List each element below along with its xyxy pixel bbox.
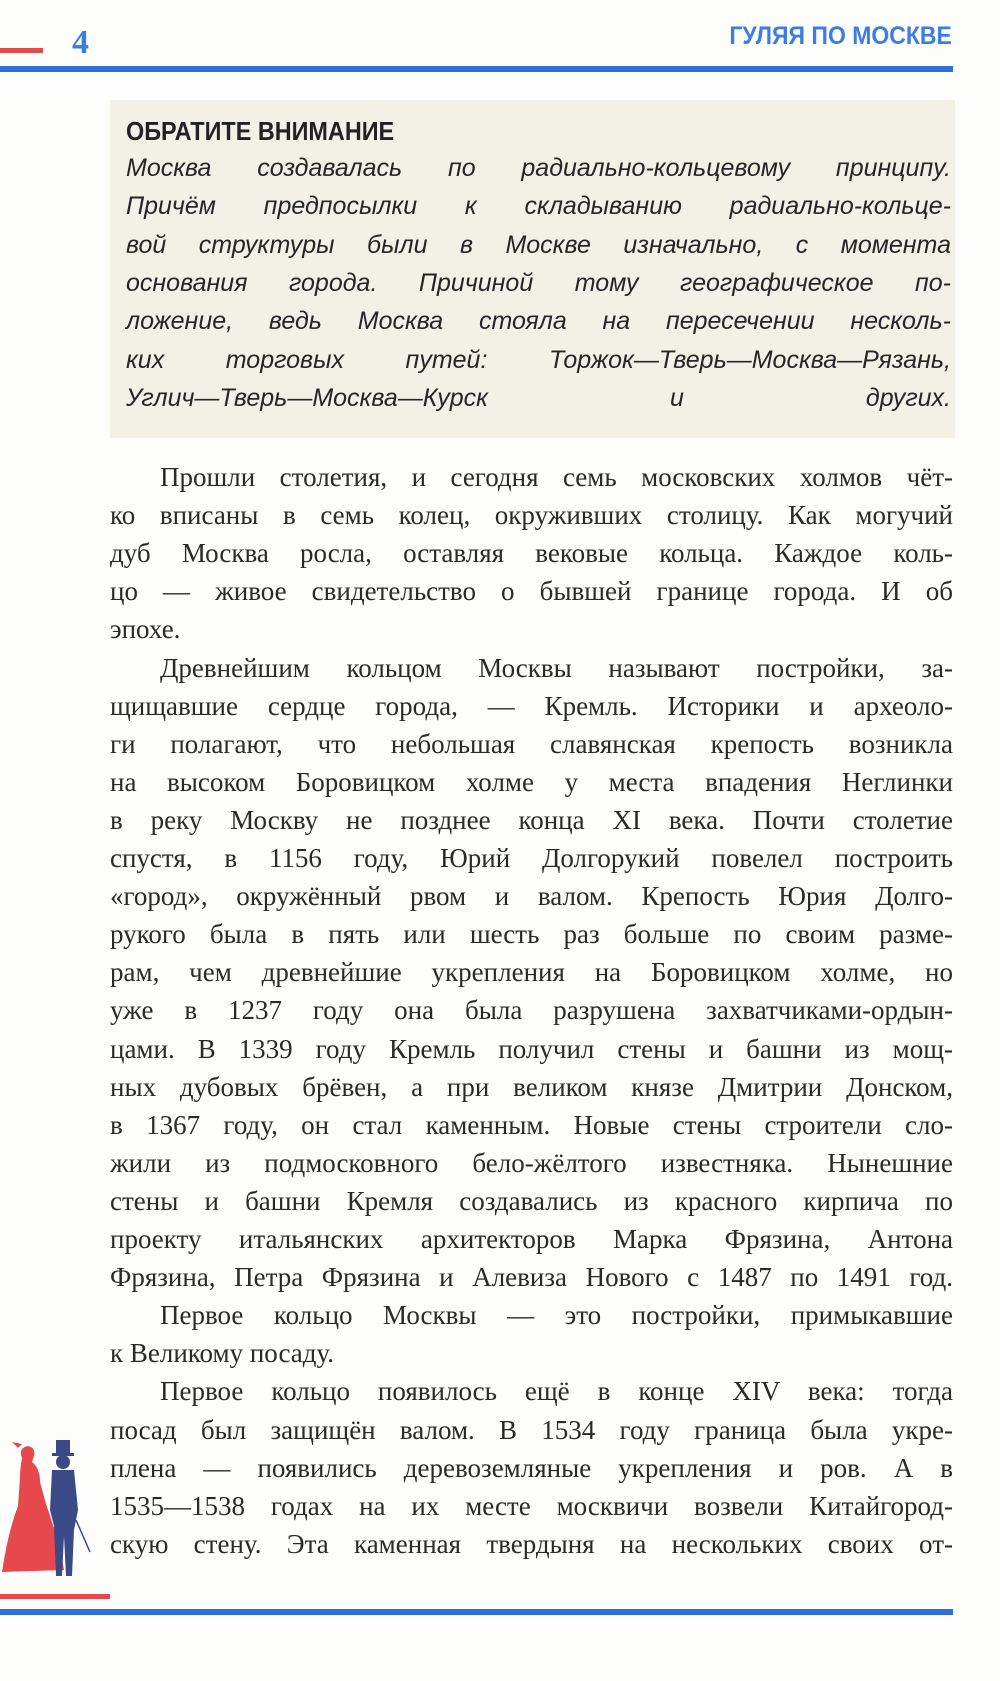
text-line: Фрязина, Петра Фрязина и Алевиза Нового с 1487 по 1491 год.: [110, 1262, 953, 1293]
text-line: дуб Москва росла, оставляя вековые кольца. Каждое коль-: [110, 538, 953, 569]
text-line: стены и башни Кремля создавались из красного кирпича по: [110, 1185, 953, 1216]
text-line: ных дубовых брёвен, а при великом князе Дмитрии Донском,: [110, 1071, 953, 1102]
text-line: на высоком Боровицком холме у места впадения Неглинки: [110, 766, 953, 797]
text-line: Прошли столетия, и сегодня семь московских холмов чёт-: [160, 462, 953, 492]
text-line: ги полагают, что небольшая славянская крепость возникла: [110, 728, 953, 759]
text-line: проекту итальянских архитекторов Марка Фрязина, Антона: [110, 1224, 953, 1254]
note-heading: ОБРАТИТЕ ВНИМАНИЕ: [126, 116, 395, 146]
text-line: вой структуры были в Москве изначально, с момента: [126, 230, 951, 259]
header-red-accent-bar: [0, 48, 43, 53]
text-line: Москва создавалась по радиально-кольцевому принципу.: [126, 154, 951, 182]
text-line: эпохе.: [110, 614, 181, 645]
text-line: в 1367 году, он стал каменным. Новые стены строители сло-: [110, 1109, 953, 1140]
text-line: цо — живое свидетельство о бывшей границе города. И об: [110, 576, 953, 607]
text-line: скую стену. Эта каменная твердыня на нескольких своих от-: [110, 1528, 953, 1559]
text-line: 1535—1538 годах на их месте москвичи возвели Китайгород-: [110, 1490, 953, 1521]
text-line: Углич—Тверь—Москва—Курск и других.: [126, 383, 951, 412]
text-line: цами. В 1339 году Кремль получил стены и башни из мощ-: [110, 1033, 953, 1064]
text-line: рукого была в пять или шесть раз больше по своим разме-: [110, 919, 953, 950]
page-number: 4: [72, 24, 89, 61]
text-line: жили из подмосковного бело-жёлтого известняка. Нынешние: [110, 1147, 953, 1178]
text-line: рам, чем древнейшие укрепления на Боровицком холме, но: [110, 957, 953, 988]
couple-silhouette-icon: [0, 1440, 95, 1580]
header-blue-rule: [0, 66, 953, 72]
footer-blue-rule: [0, 1609, 953, 1615]
text-line: в реку Москву не позднее конца XI века. Почти столетие: [110, 804, 953, 835]
text-line: Первое кольцо Москвы — это постройки, примыкавшие: [160, 1300, 953, 1331]
text-line: посад был защищён валом. В 1534 году граница была укре-: [110, 1414, 953, 1445]
text-line: ко вписаны в семь колец, окруживших столицу. Как могучий: [110, 500, 953, 531]
running-title: ГУЛЯЯ ПО МОСКВЕ: [729, 22, 952, 50]
text-line: к Великому посаду.: [110, 1338, 335, 1369]
text-line: спустя, в 1156 году, Юрий Долгорукий повелел построить: [110, 843, 953, 873]
text-line: Первое кольцо появилось ещё в конце XIV века: тогда: [160, 1376, 953, 1407]
footer-red-accent-bar: [0, 1594, 110, 1599]
text-line: ложение, ведь Москва стояла на пересечении несколь-: [126, 307, 951, 336]
text-line: уже в 1237 году она была разрушена захватчиками-ордын-: [110, 995, 953, 1026]
text-line: основания города. Причиной тому географическое по-: [126, 268, 951, 297]
text-line: ких торговых путей: Торжок—Тверь—Москва—Рязань,: [126, 345, 951, 374]
text-line: плена — появились деревоземляные укрепления и ров. А в: [110, 1452, 953, 1483]
text-line: щищавшие сердце города, — Кремль. Историки и археоло-: [110, 690, 953, 721]
text-line: Древнейшим кольцом Москвы называют постройки, за-: [160, 652, 953, 683]
text-line: «город», окружённый рвом и валом. Крепость Юрия Долго-: [110, 881, 953, 912]
text-line: Причём предпосылки к складыванию радиально-кольце-: [126, 192, 951, 221]
